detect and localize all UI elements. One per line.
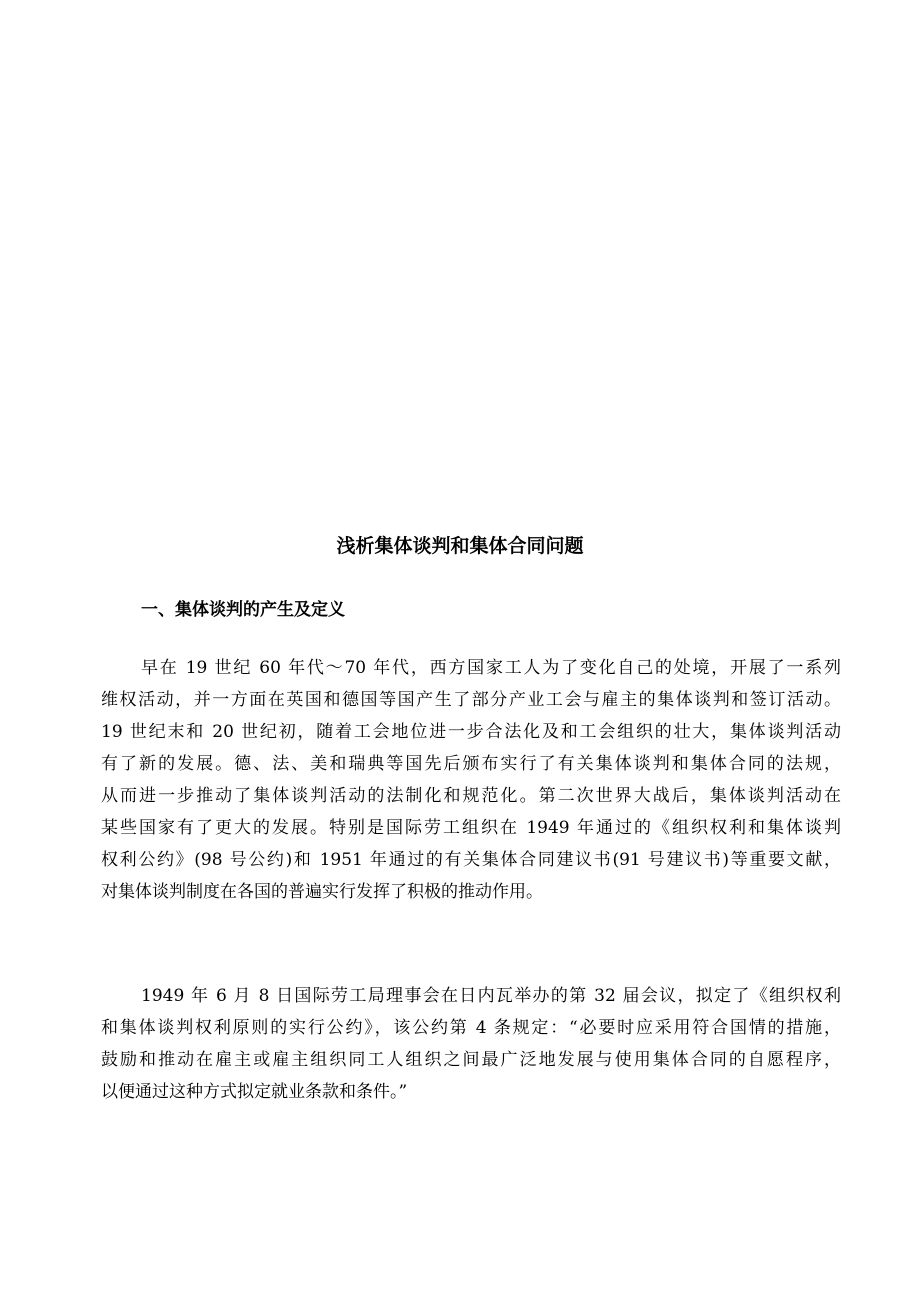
paragraph-line: 某些国家有了更大的发展。特别是国际劳工组织在 1949 年通过的《组织权利和集体谈判 [101, 818, 841, 838]
paragraph-line: 19 世纪末和 20 世纪初，随着工会地位进一步合法化及和工会组织的壮大，集体谈判活动 [101, 722, 841, 742]
paragraph-line: 维权活动，并一方面在英国和德国等国产生了部分产业工会与雇主的集体谈判和签订活动。 [101, 690, 841, 710]
paragraph-line: 1949 年 6 月 8 日国际劳工局理事会在日内瓦举办的第 32 届会议，拟定了《组织权利 [141, 986, 841, 1006]
paragraph-line: 鼓励和推动在雇主或雇主组织同工人组织之间最广泛地发展与使用集体合同的自愿程序， [101, 1050, 841, 1070]
document-title: 浅析集体谈判和集体合同问题 [336, 535, 584, 557]
paragraph-line: 早在 19 世纪 60 年代～70 年代，西方国家工人为了变化自己的处境，开展了一系列 [141, 658, 841, 678]
paragraph-1 [101, 652, 841, 908]
paragraph-line: 和集体谈判权利原则的实行公约》，该公约第 4 条规定：“必要时应采用符合国情的措施， [101, 1018, 841, 1038]
paragraph-line: 从而进一步推动了集体谈判活动的法制化和规范化。第二次世界大战后，集体谈判活动在 [101, 786, 841, 806]
section-heading: 一、集体谈判的产生及定义 [141, 600, 345, 620]
paragraph-line: 有了新的发展。德、法、美和瑞典等国先后颁布实行了有关集体谈判和集体合同的法规， [101, 754, 841, 774]
paragraph-line: 权利公约》(98 号公约)和 1951 年通过的有关集体合同建议书(91 号建议书)等重要文献， [101, 850, 841, 870]
paragraph-line: 对集体谈判制度在各国的普遍实行发挥了积极的推动作用。 [101, 882, 543, 902]
paragraph-line: 以便通过这种方式拟定就业条款和条件。” [101, 1082, 408, 1102]
paragraph-2 [101, 980, 841, 1108]
